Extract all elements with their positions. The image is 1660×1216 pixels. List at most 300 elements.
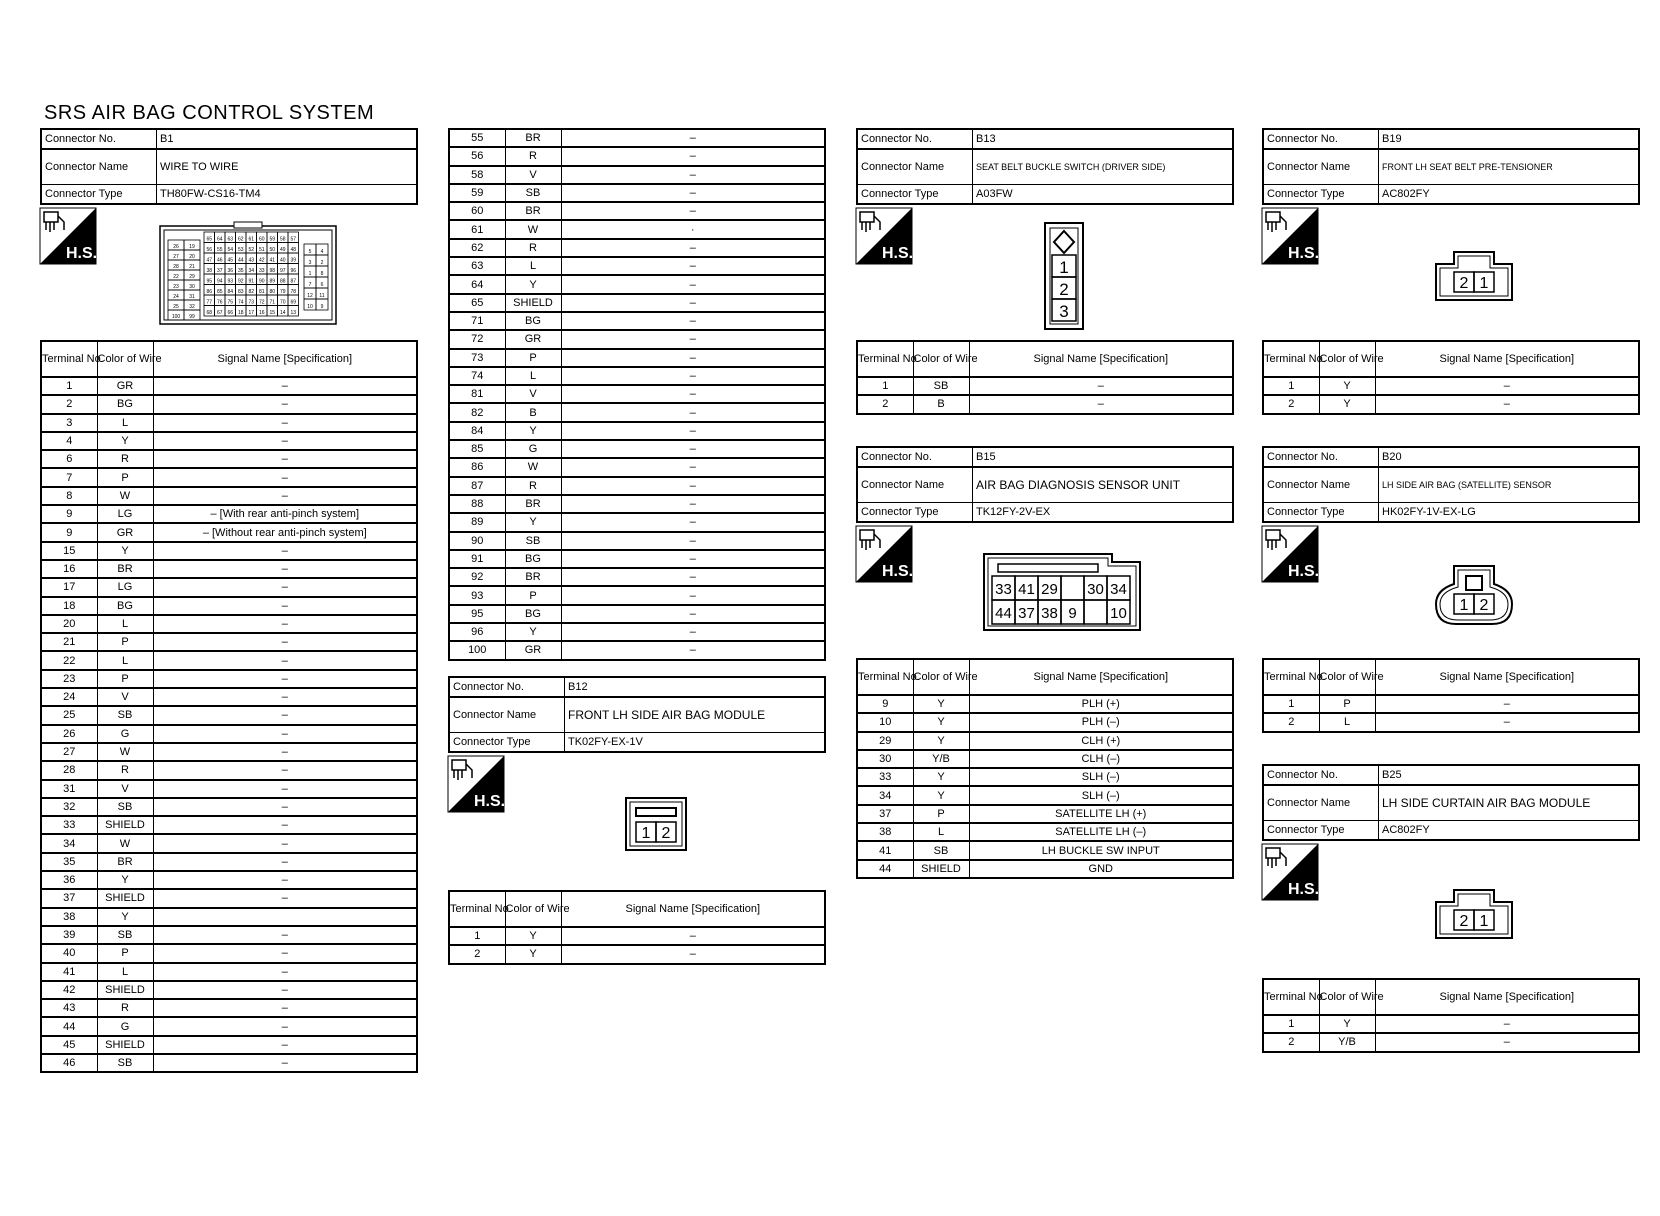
terminal-no: 90 — [449, 532, 505, 550]
b20-face-pin: 2 — [1479, 597, 1489, 614]
b1-face-pin: 51 — [258, 247, 265, 253]
signal-name: – — [561, 605, 825, 623]
signal-name: – — [153, 578, 417, 596]
connector-no-label: Connector No. — [449, 677, 565, 697]
connector-type-label: Connector Type — [1263, 821, 1379, 841]
pin-row — [857, 860, 1233, 878]
signal-name: – — [153, 377, 417, 395]
b1-face-pin: 75 — [227, 299, 234, 306]
terminal-no: 6 — [41, 450, 97, 468]
wire-color: BG — [505, 550, 561, 568]
terminal-no: 1 — [41, 377, 97, 395]
terminal-no: 33 — [857, 768, 913, 786]
pin-row — [41, 523, 417, 541]
pin-row — [41, 597, 417, 615]
wire-color: Y — [505, 945, 561, 963]
b1-face-pin: 45 — [227, 257, 234, 264]
wire-color: P — [97, 633, 153, 651]
pin-row — [41, 706, 417, 724]
b1-face-pin: 93 — [227, 278, 234, 285]
signal-name: – — [153, 615, 417, 633]
terminal-no-header: Terminal No. — [1263, 979, 1319, 1015]
b1-face-pin: 70 — [279, 299, 286, 306]
signal-name: SATELLITE LH (–) — [969, 823, 1233, 841]
connector-type-label: Connector Type — [857, 503, 973, 523]
wire-color: P — [913, 805, 969, 823]
pin-row — [449, 166, 825, 184]
signal-header: Signal Name [Specification] — [1375, 341, 1639, 377]
signal-header: Signal Name [Specification] — [1375, 659, 1639, 695]
b1-face-pin: 78 — [290, 289, 297, 295]
pin-row — [449, 641, 825, 659]
signal-name: – — [153, 816, 417, 834]
b1-face-pin: 86 — [206, 289, 213, 295]
terminal-no: 2 — [857, 395, 913, 413]
terminal-no: 18 — [41, 597, 97, 615]
wire-color: BG — [505, 312, 561, 330]
terminal-no: 43 — [41, 999, 97, 1017]
signal-name: – — [561, 568, 825, 586]
terminal-no: 41 — [857, 841, 913, 859]
pin-row — [41, 1054, 417, 1072]
connector-type-label: Connector Type — [41, 185, 157, 205]
b1-face-pin: 81 — [258, 289, 265, 295]
b1-face-pin: 76 — [216, 299, 223, 306]
terminal-no: 17 — [41, 578, 97, 596]
connector-no-label: Connector No. — [857, 129, 973, 149]
signal-header: Signal Name [Specification] — [969, 659, 1233, 695]
b13-connector-face — [1044, 222, 1084, 330]
signal-name: – — [561, 184, 825, 202]
pin-row — [41, 798, 417, 816]
pin-row — [857, 768, 1233, 786]
svg-text:H.S.: H.S. — [1288, 245, 1320, 262]
wire-color: Y — [913, 768, 969, 786]
b13-connector-type: A03FW — [973, 185, 1234, 205]
terminal-no: 45 — [41, 1036, 97, 1054]
terminal-no: 35 — [41, 853, 97, 871]
signal-name: – — [153, 871, 417, 889]
terminal-no: 3 — [41, 414, 97, 432]
pin-row — [41, 560, 417, 578]
b1-face-pin: 38 — [206, 268, 213, 274]
hs-harness-side-icon — [856, 208, 912, 264]
pin-row — [857, 395, 1233, 413]
b25-face-pin: 1 — [1479, 913, 1489, 930]
connector-name-label: Connector Name — [1263, 785, 1379, 821]
wire-color: Y — [913, 695, 969, 713]
terminal-no: 28 — [41, 761, 97, 779]
wire-color: SB — [913, 841, 969, 859]
terminal-no-header: Terminal No. — [1263, 341, 1319, 377]
pin-row — [41, 468, 417, 486]
signal-name: – — [561, 147, 825, 165]
wire-color: P — [505, 349, 561, 367]
signal-name: – — [561, 367, 825, 385]
signal-name: – — [1375, 1015, 1639, 1033]
pin-row — [857, 841, 1233, 859]
b25-connector-no: B25 — [1379, 765, 1640, 785]
signal-name: – — [153, 633, 417, 651]
wire-color: SHIELD — [505, 294, 561, 312]
wire-color: GR — [505, 641, 561, 659]
svg-text:H.S.: H.S. — [1288, 563, 1320, 580]
wire-color: SHIELD — [97, 889, 153, 907]
b1-face-pin: 11 — [319, 293, 325, 299]
b1-face-pin: 40 — [279, 257, 286, 264]
wire-color: BG — [505, 605, 561, 623]
wire-color: P — [97, 468, 153, 486]
b1-face-pin: 96 — [290, 268, 297, 274]
pin-row — [449, 349, 825, 367]
b1-face-pin: 48 — [290, 247, 297, 253]
b1-face-pin: 99 — [189, 314, 195, 320]
pin-row — [41, 377, 417, 395]
b25-connector-type: AC802FY — [1379, 821, 1640, 841]
signal-name: – — [561, 166, 825, 184]
signal-name: SATELLITE LH (+) — [969, 805, 1233, 823]
pin-row — [41, 816, 417, 834]
wire-color: R — [97, 999, 153, 1017]
b20-info-table — [1262, 446, 1640, 523]
wire-color: Y — [913, 713, 969, 731]
pin-row — [41, 670, 417, 688]
wire-color: GR — [505, 330, 561, 348]
b19-face-pin: 2 — [1459, 275, 1469, 292]
terminal-no: 60 — [449, 202, 505, 220]
wire-color: L — [505, 257, 561, 275]
b1-pin-table-2 — [448, 128, 826, 661]
wire-color: P — [1319, 695, 1375, 713]
terminal-no: 64 — [449, 275, 505, 293]
b1-face-pin: 35 — [237, 268, 244, 274]
pin-row — [41, 578, 417, 596]
b1-face-pin: 19 — [189, 244, 195, 250]
b1-face-pin: 23 — [173, 284, 179, 290]
connector-no-label: Connector No. — [1263, 129, 1379, 149]
b15-face-pin: 10 — [1110, 605, 1127, 622]
wire-color: SB — [97, 798, 153, 816]
b20-face-pin: 1 — [1459, 597, 1469, 614]
pin-row — [449, 532, 825, 550]
wire-color: BR — [505, 568, 561, 586]
signal-name: – — [561, 257, 825, 275]
signal-name: – — [561, 532, 825, 550]
signal-name: – — [153, 468, 417, 486]
signal-name: – — [153, 670, 417, 688]
pin-row — [449, 495, 825, 513]
hs-harness-side-icon — [856, 526, 912, 582]
pin-row — [857, 713, 1233, 731]
terminal-no: 1 — [1263, 1015, 1319, 1033]
b1-face-pin: 58 — [279, 236, 286, 243]
b1-face-pin: 87 — [290, 278, 297, 285]
b1-face-pin: 61 — [248, 236, 255, 243]
terminal-no: 27 — [41, 743, 97, 761]
hs-harness-side-icon — [1262, 526, 1318, 582]
b13-info-table — [856, 128, 1234, 205]
signal-name: – — [561, 513, 825, 531]
pin-row — [449, 422, 825, 440]
pin-row — [41, 981, 417, 999]
pin-row — [449, 367, 825, 385]
b1-face-pin: 41 — [269, 257, 276, 264]
pin-row — [449, 927, 825, 945]
b1-face-pin: 84 — [227, 289, 234, 295]
signal-name: – — [561, 294, 825, 312]
terminal-no-header: Terminal No. — [857, 341, 913, 377]
b1-face-pin: 33 — [258, 268, 265, 274]
pin-row — [41, 743, 417, 761]
b1-face-pin: 22 — [173, 274, 179, 280]
terminal-no: 20 — [41, 615, 97, 633]
pin-row — [41, 414, 417, 432]
pin-row — [449, 623, 825, 641]
wire-color: SB — [97, 706, 153, 724]
pin-row — [449, 945, 825, 963]
b1-face-pin: 56 — [206, 247, 213, 253]
b20-connector-name: LH SIDE AIR BAG (SATELLITE) SENSOR — [1379, 467, 1640, 503]
wire-color: L — [97, 651, 153, 669]
pin-row — [449, 330, 825, 348]
signal-name: – — [153, 761, 417, 779]
wire-color: R — [97, 761, 153, 779]
wire-color: Y/B — [1319, 1033, 1375, 1051]
signal-name: – — [153, 597, 417, 615]
b13-face-pin: 2 — [1059, 280, 1069, 299]
wire-color: G — [97, 1017, 153, 1035]
b20-connector-no: B20 — [1379, 447, 1640, 467]
signal-name: – — [561, 275, 825, 293]
wire-color: L — [97, 414, 153, 432]
wire-color: SB — [505, 184, 561, 202]
terminal-no: 9 — [41, 523, 97, 541]
hs-harness-side-icon — [1262, 208, 1318, 264]
terminal-no-header: Terminal No. — [41, 341, 97, 377]
terminal-no: 55 — [449, 129, 505, 147]
pin-row — [41, 780, 417, 798]
connector-no-label: Connector No. — [1263, 765, 1379, 785]
terminal-no: 34 — [41, 834, 97, 852]
b19-connector-name: FRONT LH SEAT BELT PRE-TENSIONER — [1379, 149, 1640, 185]
terminal-no: 42 — [41, 981, 97, 999]
b1-face-pin: 12 — [307, 293, 313, 299]
terminal-no: 65 — [449, 294, 505, 312]
terminal-no-header: Terminal No. — [449, 891, 505, 927]
terminal-no: 29 — [857, 732, 913, 750]
pin-row — [857, 786, 1233, 804]
terminal-no: 1 — [449, 927, 505, 945]
signal-name: PLH (–) — [969, 713, 1233, 731]
terminal-no: 85 — [449, 440, 505, 458]
terminal-no: 16 — [41, 560, 97, 578]
pin-row — [449, 513, 825, 531]
signal-name: – — [561, 422, 825, 440]
b1-face-pin: 59 — [269, 236, 276, 243]
b13-face-pin: 1 — [1059, 258, 1069, 277]
wire-color: BG — [97, 597, 153, 615]
terminal-no: 26 — [41, 725, 97, 743]
signal-name: – — [153, 706, 417, 724]
b1-face-pin: 2 — [320, 260, 324, 266]
b15-connector-type: TK12FY-2V-EX — [973, 503, 1234, 523]
pin-row — [449, 275, 825, 293]
terminal-no: 1 — [1263, 695, 1319, 713]
signal-name: – [With rear anti-pinch system] — [153, 505, 417, 523]
terminal-no: 37 — [41, 889, 97, 907]
color-header: Color of Wire — [913, 659, 969, 695]
connector-no-label: Connector No. — [41, 129, 157, 149]
b1-face-pin: 95 — [206, 278, 213, 285]
terminal-no: 91 — [449, 550, 505, 568]
wire-color: LG — [97, 505, 153, 523]
b1-face-pin: 79 — [279, 289, 286, 295]
wire-color: GR — [97, 377, 153, 395]
pin-row — [857, 823, 1233, 841]
pin-row — [857, 750, 1233, 768]
signal-name: – — [153, 450, 417, 468]
b15-face-pin: 41 — [1018, 581, 1035, 598]
pin-row — [41, 853, 417, 871]
b15-face-pin: 44 — [995, 605, 1012, 622]
signal-name: – — [561, 586, 825, 604]
b25-connector-face — [1434, 888, 1514, 940]
connector-type-label: Connector Type — [1263, 185, 1379, 205]
wire-color: Y — [913, 786, 969, 804]
pin-row — [449, 129, 825, 147]
terminal-no: 1 — [857, 377, 913, 395]
b1-face-pin: 44 — [237, 257, 244, 264]
pin-row — [41, 1036, 417, 1054]
wire-color: SB — [97, 926, 153, 944]
signal-header: Signal Name [Specification] — [1375, 979, 1639, 1015]
color-header: Color of Wire — [97, 341, 153, 377]
b1-face-pin: 5 — [308, 249, 312, 255]
wire-color: SB — [913, 377, 969, 395]
signal-name: – — [153, 651, 417, 669]
signal-name: – — [561, 641, 825, 659]
pin-row — [449, 550, 825, 568]
pin-row — [449, 312, 825, 330]
terminal-no: 37 — [857, 805, 913, 823]
wire-color: Y — [1319, 1015, 1375, 1033]
b1-face-pin: 46 — [216, 257, 223, 264]
wire-color: W — [505, 220, 561, 238]
terminal-no: 39 — [41, 926, 97, 944]
b12-info-table — [448, 676, 826, 753]
wire-color: Y — [505, 927, 561, 945]
b1-face-pin: 60 — [258, 236, 265, 243]
svg-text:H.S.: H.S. — [474, 793, 506, 810]
b15-face-pin: 9 — [1068, 605, 1077, 622]
signal-name: – — [561, 927, 825, 945]
b15-face-pins — [992, 576, 1130, 624]
b25-face-pin: 2 — [1459, 913, 1469, 930]
pin-row — [449, 477, 825, 495]
b1-face-pin: 13 — [290, 310, 297, 316]
pin-row — [41, 1017, 417, 1035]
wire-color: BR — [97, 853, 153, 871]
b1-face-pin: 29 — [189, 274, 195, 280]
pin-row — [41, 633, 417, 651]
connector-no-label: Connector No. — [857, 447, 973, 467]
wire-color: SHIELD — [913, 860, 969, 878]
pin-row — [41, 651, 417, 669]
svg-text:H.S.: H.S. — [1288, 881, 1320, 898]
terminal-no: 9 — [857, 695, 913, 713]
b1-face-pin: 28 — [173, 264, 179, 270]
b1-face-pin: 54 — [227, 247, 234, 253]
b1-face-pin: 39 — [290, 257, 297, 264]
wire-color: Y — [97, 871, 153, 889]
b1-face-pin: 85 — [216, 289, 223, 295]
b15-connector-name: AIR BAG DIAGNOSIS SENSOR UNIT — [973, 467, 1234, 503]
b1-face-pin: 7 — [308, 282, 312, 288]
signal-name: – — [153, 560, 417, 578]
b1-face-pin: 62 — [237, 236, 244, 243]
pin-row — [1263, 1015, 1639, 1033]
b1-face-pin: 52 — [248, 247, 255, 253]
svg-text:H.S.: H.S. — [66, 245, 98, 262]
wire-color: G — [97, 725, 153, 743]
terminal-no: 15 — [41, 542, 97, 560]
pin-row — [857, 695, 1233, 713]
signal-name: – — [153, 1017, 417, 1035]
b12-connector-face — [624, 796, 688, 852]
pin-row — [449, 220, 825, 238]
signal-name: PLH (+) — [969, 695, 1233, 713]
pin-row — [449, 605, 825, 623]
b1-face-pin: 26 — [173, 244, 179, 250]
b15-connector-face — [982, 552, 1142, 632]
pin-row — [449, 184, 825, 202]
b1-face-pin: 21 — [189, 264, 195, 270]
b1-connector-no: B1 — [157, 129, 418, 149]
b1-face-pin: 91 — [248, 278, 255, 285]
b1-face-pin: 30 — [189, 284, 195, 290]
terminal-no: 89 — [449, 513, 505, 531]
b19-face-pin: 1 — [1479, 275, 1489, 292]
signal-name: – — [1375, 395, 1639, 413]
b1-face-pin: 100 — [171, 314, 181, 320]
signal-name: – — [561, 202, 825, 220]
signal-name: – — [153, 981, 417, 999]
signal-name: · — [561, 220, 825, 238]
wire-color: SHIELD — [97, 1036, 153, 1054]
b1-face-pin: 31 — [189, 294, 195, 300]
b1-face-pin: 9 — [320, 304, 324, 310]
pin-row — [1263, 713, 1639, 731]
b1-face-pin: 67 — [216, 310, 223, 316]
pin-row — [857, 805, 1233, 823]
wire-color: W — [97, 834, 153, 852]
terminal-no: 96 — [449, 623, 505, 641]
terminal-no: 41 — [41, 963, 97, 981]
wire-color: Y — [505, 513, 561, 531]
pin-row — [449, 202, 825, 220]
color-header: Color of Wire — [913, 341, 969, 377]
signal-name: – — [153, 725, 417, 743]
color-header: Color of Wire — [505, 891, 561, 927]
b1-face-pin: 10 — [307, 304, 313, 310]
terminal-no: 73 — [449, 349, 505, 367]
pin-row — [449, 147, 825, 165]
pin-row — [41, 834, 417, 852]
pin-row — [449, 458, 825, 476]
connector-type-label: Connector Type — [449, 733, 565, 753]
b1-face-pin: 92 — [237, 278, 244, 285]
terminal-no: 81 — [449, 385, 505, 403]
